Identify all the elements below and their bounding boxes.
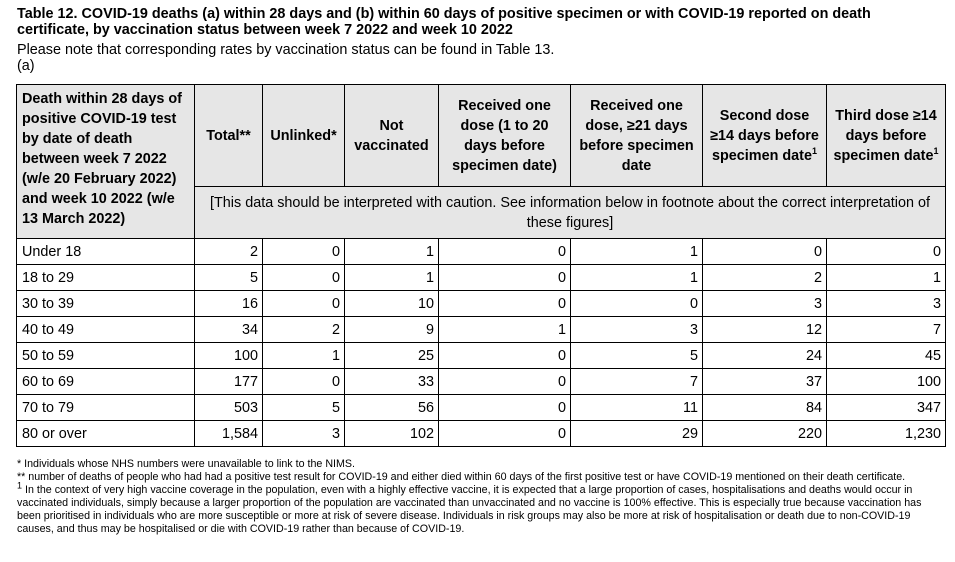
value-cell: 5 — [263, 395, 345, 421]
value-cell: 1 — [263, 343, 345, 369]
value-cell: 347 — [827, 395, 946, 421]
value-cell: 1,584 — [195, 421, 263, 447]
column-header: Received one dose (1 to 20 days before specimen date) — [439, 85, 571, 187]
age-group-cell: 80 or over — [17, 421, 195, 447]
value-cell: 5 — [571, 343, 703, 369]
value-cell: 0 — [439, 369, 571, 395]
value-cell: 9 — [345, 317, 439, 343]
table-row — [17, 369, 946, 395]
rates-note: Please note that corresponding rates by vaccination status can be found in Table 13. — [17, 42, 555, 58]
column-header: Third dose ≥14 days before specimen date$^1$ — [827, 85, 946, 187]
value-cell: 29 — [571, 421, 703, 447]
table-body — [17, 239, 946, 447]
value-cell: 0 — [263, 265, 345, 291]
value-cell: 100 — [827, 369, 946, 395]
age-group-cell: 70 to 79 — [17, 395, 195, 421]
age-group-cell: 18 to 29 — [17, 265, 195, 291]
value-cell: 220 — [703, 421, 827, 447]
value-cell: 7 — [571, 369, 703, 395]
value-cell: 37 — [703, 369, 827, 395]
value-cell: 3 — [571, 317, 703, 343]
footnote-mark: 1 — [17, 480, 23, 491]
value-cell: 1 — [345, 265, 439, 291]
table-row — [17, 291, 946, 317]
value-cell: 24 — [703, 343, 827, 369]
value-cell: 56 — [345, 395, 439, 421]
value-cell: 0 — [571, 291, 703, 317]
table-row — [17, 343, 946, 369]
value-cell: 2 — [195, 239, 263, 265]
value-cell: 2 — [263, 317, 345, 343]
value-cell: 0 — [439, 343, 571, 369]
table-title: Table 12. COVID-19 deaths (a) within 28 days and (b) within 60 days of positive specimen or with COVID-19 reported on death certificate, by vaccination status between week 7 2022 and week 10 2022 — [17, 6, 871, 38]
value-cell: 1 — [571, 239, 703, 265]
value-cell: 0 — [439, 395, 571, 421]
value-cell: 3 — [263, 421, 345, 447]
value-cell: 84 — [703, 395, 827, 421]
value-cell: 7 — [827, 317, 946, 343]
value-cell: 16 — [195, 291, 263, 317]
value-cell: 2 — [703, 265, 827, 291]
value-cell: 0 — [263, 369, 345, 395]
value-cell: 177 — [195, 369, 263, 395]
table-row — [17, 265, 946, 291]
table-row — [17, 395, 946, 421]
age-group-cell: 60 to 69 — [17, 369, 195, 395]
value-cell: 3 — [827, 291, 946, 317]
deaths-table — [16, 84, 946, 447]
value-cell: 33 — [345, 369, 439, 395]
age-group-cell: 30 to 39 — [17, 291, 195, 317]
value-cell: 1 — [571, 265, 703, 291]
age-group-cell: 50 to 59 — [17, 343, 195, 369]
header-row — [17, 85, 946, 187]
column-header: Total** — [195, 85, 263, 187]
value-cell: 102 — [345, 421, 439, 447]
value-cell: 0 — [439, 265, 571, 291]
footnote-unlinked: * Individuals whose NHS numbers were unavailable to link to the NIMS. — [17, 458, 356, 470]
value-cell: 1,230 — [827, 421, 946, 447]
age-group-cell: Under 18 — [17, 239, 195, 265]
value-cell: 12 — [703, 317, 827, 343]
value-cell: 10 — [345, 291, 439, 317]
table-row — [17, 421, 946, 447]
value-cell: 34 — [195, 317, 263, 343]
value-cell: 0 — [263, 239, 345, 265]
value-cell: 1 — [827, 265, 946, 291]
value-cell: 0 — [827, 239, 946, 265]
footnote-total: ** number of deaths of people who had had a positive test result for COVID-19 and either died within 60 days of the first positive test or have COVID-19 mentioned on their death certificate. — [17, 470, 906, 483]
row-header: Death within 28 days of positive COVID-19 test by date of death between week 7 2022 (w/e 20 February 2022) and week 10 2022 (w/e 13 March 2022) — [17, 85, 195, 239]
value-cell: 1 — [439, 317, 571, 343]
value-cell: 5 — [195, 265, 263, 291]
footnote-context: $^1$ In the context of very high vaccine coverage in the population, even with a highly effective vaccine, it is expected that a large proportion of cases, hospitalisations and deaths would occur in vaccinated individuals, simply because a larger proportion of the population are vaccinated than unvaccinated and no vaccine is 100% effective. This is especially true because vaccination has been prioritised in individuals who are more susceptible or more at risk of severe disease. Individuals in risk groups may also be more at risk of hospitalisation or death due to non-COVID-19 causes, and thus may be hospitalised or die with COVID-19 rather than because of COVID-19. — [17, 480, 922, 535]
value-cell: 0 — [263, 291, 345, 317]
value-cell: 0 — [439, 291, 571, 317]
column-header: Not vaccinated — [345, 85, 439, 187]
column-header: Second dose ≥14 days before specimen date$^1$ — [703, 85, 827, 187]
caution-note: [This data should be interpreted with caution. See information below in footnote about the correct interpretation of these figures] — [195, 187, 946, 239]
column-header: Received one dose, ≥21 days before specimen date — [571, 85, 703, 187]
value-cell: 503 — [195, 395, 263, 421]
value-cell: 0 — [703, 239, 827, 265]
value-cell: 3 — [703, 291, 827, 317]
column-header: Unlinked* — [263, 85, 345, 187]
value-cell: 1 — [345, 239, 439, 265]
section-label: (a) — [17, 58, 35, 74]
value-cell: 45 — [827, 343, 946, 369]
table-row — [17, 239, 946, 265]
footnotes — [17, 458, 942, 535]
value-cell: 0 — [439, 421, 571, 447]
age-group-cell: 40 to 49 — [17, 317, 195, 343]
value-cell: 25 — [345, 343, 439, 369]
value-cell: 11 — [571, 395, 703, 421]
value-cell: 100 — [195, 343, 263, 369]
table-row — [17, 317, 946, 343]
value-cell: 0 — [439, 239, 571, 265]
